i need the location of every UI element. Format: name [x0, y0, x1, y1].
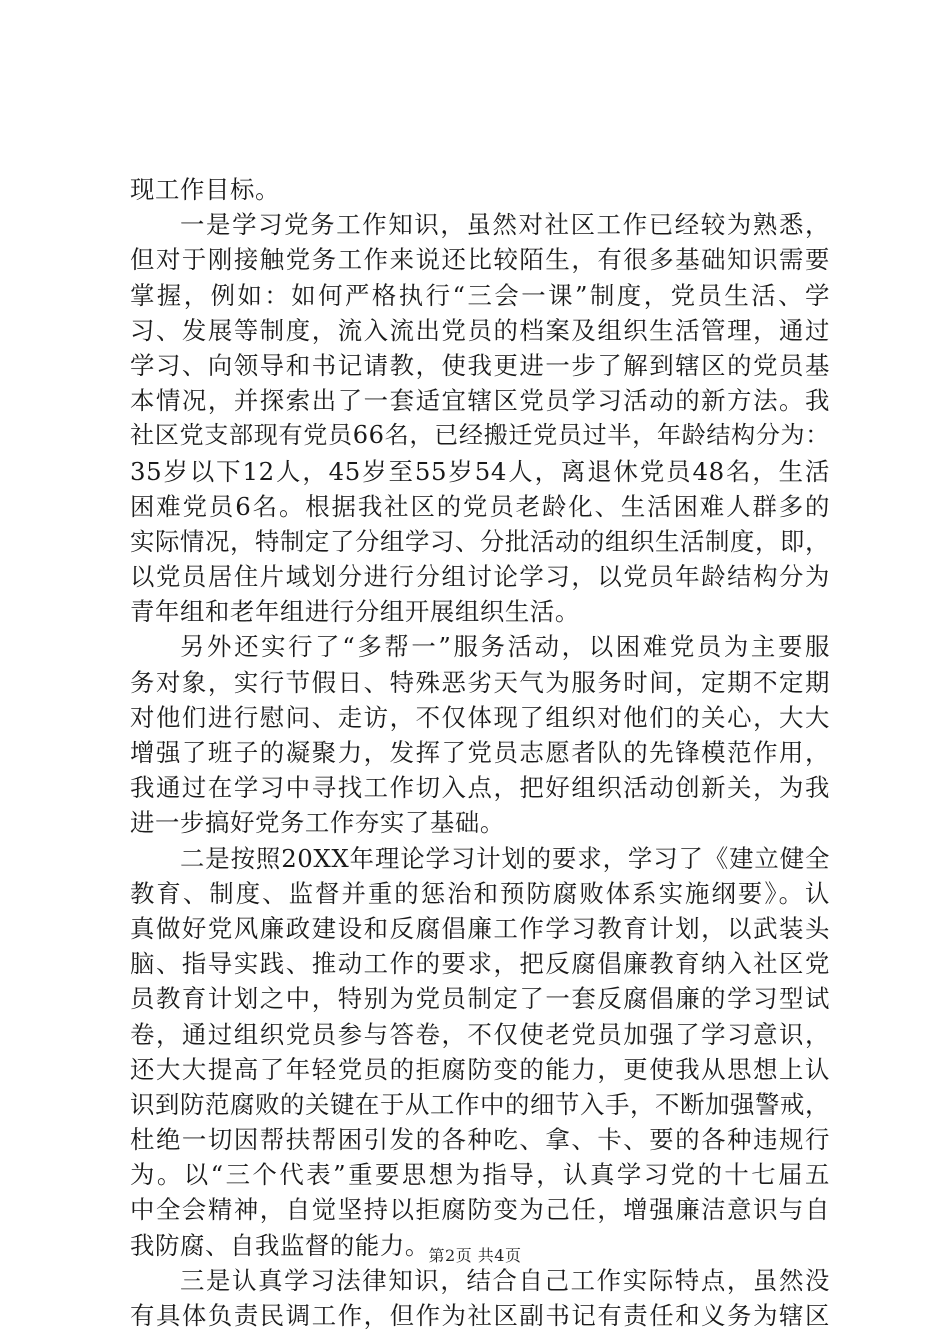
text-line: 杜绝一切因帮扶帮困引发的各种吃、拿、卡、要的各种违规行: [130, 1125, 830, 1155]
text-line: 员教育计划之中，特别为党员制定了一套反腐倡廉的学习型试: [130, 984, 830, 1014]
text-line: 但对于刚接触党务工作来说还比较陌生，有很多基础知识需要: [130, 245, 830, 275]
text-line: 进一步搞好党务工作夯实了基础。: [130, 808, 505, 838]
paragraph-first-line: 一是学习党务工作知识，虽然对社区工作已经较为熟悉，: [180, 210, 830, 240]
text-line: 务对象，实行节假日、特殊恶劣天气为服务时间，定期不定期: [130, 667, 830, 697]
text-line: 现工作目标。: [130, 175, 280, 204]
text-line: 中全会精神，自觉坚持以拒腐防变为己任，增强廉洁意识与自: [130, 1195, 830, 1225]
text-line: 我防腐、自我监督的能力。: [130, 1230, 430, 1260]
text-line: 掌握，例如：如何严格执行“三会一课”制度，党员生活、学: [130, 280, 830, 310]
text-line: 我通过在学习中寻找工作切入点，把好组织活动创新关，为我: [130, 773, 830, 803]
text-line: 卷，通过组织党员参与答卷，不仅使老党员加强了学习意识，: [130, 1019, 830, 1049]
text-line: 脑、指导实践、推动工作的要求，把反腐倡廉教育纳入社区党: [130, 949, 830, 979]
text-line: 社区党支部现有党员66名，已经搬迁党员过半，年龄结构分为：: [130, 421, 830, 450]
paragraph-first-line: 另外还实行了“多帮一”服务活动，以困难党员为主要服: [180, 632, 830, 662]
text-line: 实际情况，特制定了分组学习、分批活动的组织生活制度，即，: [130, 526, 830, 556]
paragraph-first-line: 二是按照20XX年理论学习计划的要求，学习了《建立健全: [180, 843, 830, 873]
page-footer: 第2页 共4页: [428, 1246, 522, 1265]
text-line: 以党员居住片域划分进行分组讨论学习，以党员年龄结构分为: [130, 562, 830, 592]
document-body: [130, 172, 830, 1333]
text-line: 本情况，并探索出了一套适宜辖区党员学习活动的新方法。我: [130, 386, 830, 416]
text-line: 青年组和老年组进行分组开展组织生活。: [130, 597, 580, 627]
text-line: 有具体负责民调工作，但作为社区副书记有责任和义务为辖区: [130, 1301, 830, 1330]
text-line: 识到防范腐败的关键在于从工作中的细节入手，不断加强警戒，: [130, 1089, 830, 1119]
text-line: 教育、制度、监督并重的惩治和预防腐败体系实施纲要》。认: [130, 878, 830, 908]
text-line: 困难党员6名。根据我社区的党员老龄化、生活困难人群多的: [130, 491, 830, 521]
text-line: 学习、向领导和书记请教，使我更进一步了解到辖区的党员基: [130, 350, 830, 380]
text-line: 习、发展等制度，流入流出党员的档案及组织生活管理，通过: [130, 315, 830, 345]
paragraph-first-line: 三是认真学习法律知识，结合自己工作实际特点，虽然没: [180, 1265, 830, 1295]
text-line: 对他们进行慰问、走访，不仅体现了组织对他们的关心，大大: [130, 702, 830, 732]
text-line: 35岁以下12人，45岁至55岁54人，离退休党员48名，生活: [130, 456, 830, 486]
text-line: 真做好党风廉政建设和反腐倡廉工作学习教育计划，以武装头: [130, 913, 830, 943]
text-line: 增强了班子的凝聚力，发挥了党员志愿者队的先锋模范作用，: [130, 738, 830, 767]
text-line: 为。以“三个代表”重要思想为指导，认真学习党的十七届五: [130, 1160, 830, 1190]
text-line: 还大大提高了年轻党员的拒腐防变的能力，更使我从思想上认: [130, 1054, 830, 1084]
